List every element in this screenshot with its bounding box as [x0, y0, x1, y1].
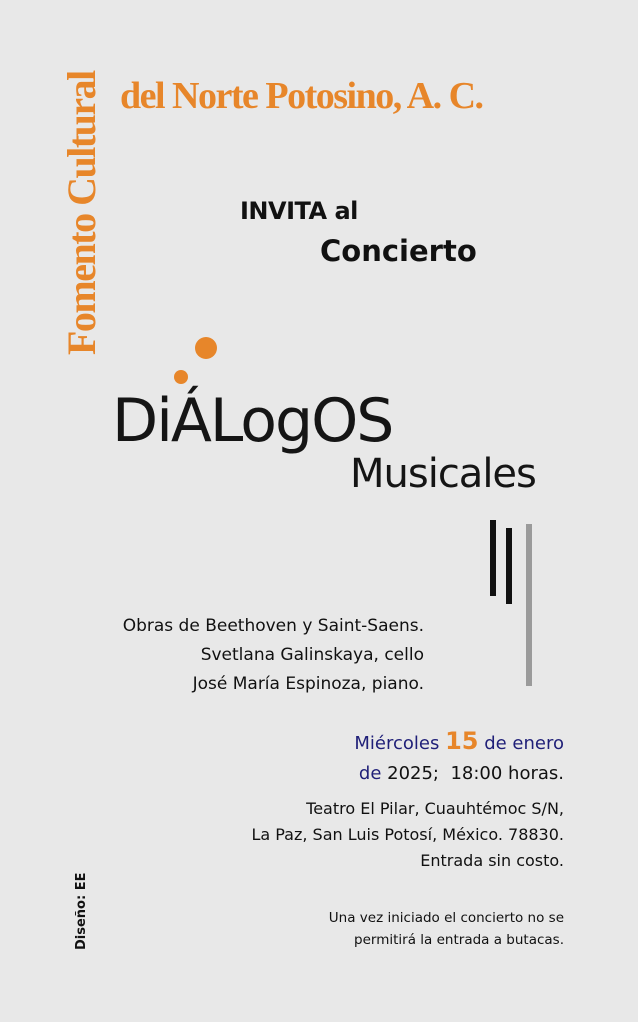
venue-block: [251, 796, 564, 874]
design-credit: Diseño: EE: [74, 872, 89, 950]
concert-title: DiÁLogOS: [112, 386, 393, 456]
decorative-bar-black-1: [490, 520, 496, 596]
concert-subtitle: Musicales: [350, 451, 536, 497]
decorative-bar-black-2: [506, 528, 512, 604]
venue-admission: Entrada sin costo.: [420, 851, 564, 870]
entry-note-line-1: Una vez iniciado el concierto no se: [328, 910, 564, 926]
date-time: 18:00 horas.: [450, 763, 564, 784]
date-day: 15: [445, 727, 479, 755]
concierto-heading: Concierto: [320, 234, 477, 268]
date-line-1: [354, 726, 564, 759]
date-line-2: [354, 759, 564, 789]
entry-note-line-2: permitirá la entrada a butacas.: [354, 932, 564, 948]
date-block: [354, 726, 564, 789]
venue-city: La Paz, San Luis Potosí, México. 78830.: [251, 825, 564, 844]
entry-note: [329, 907, 564, 951]
orange-dot-large: [195, 337, 217, 359]
date-weekday: Miércoles: [354, 733, 440, 754]
program-pianist: José María Espinoza, piano.: [192, 674, 424, 694]
invita-heading: INVITA al: [240, 197, 358, 225]
date-year: 2025;: [387, 763, 439, 784]
decorative-bar-gray: [526, 524, 532, 686]
date-month: de enero: [484, 733, 564, 754]
organization-horizontal-text: del Norte Potosino, A. C.: [120, 75, 483, 117]
organization-vertical-text: Fomento Cultural: [59, 71, 104, 355]
program-works: Obras de Beethoven y Saint-Saens.: [122, 616, 424, 636]
date-year-prefix: de: [358, 763, 382, 784]
venue-address: Teatro El Pilar, Cuauhtémoc S/N,: [306, 799, 564, 818]
program-block: [123, 612, 424, 699]
program-cellist: Svetlana Galinskaya, cello: [200, 645, 424, 665]
orange-dot-small: [174, 370, 188, 384]
